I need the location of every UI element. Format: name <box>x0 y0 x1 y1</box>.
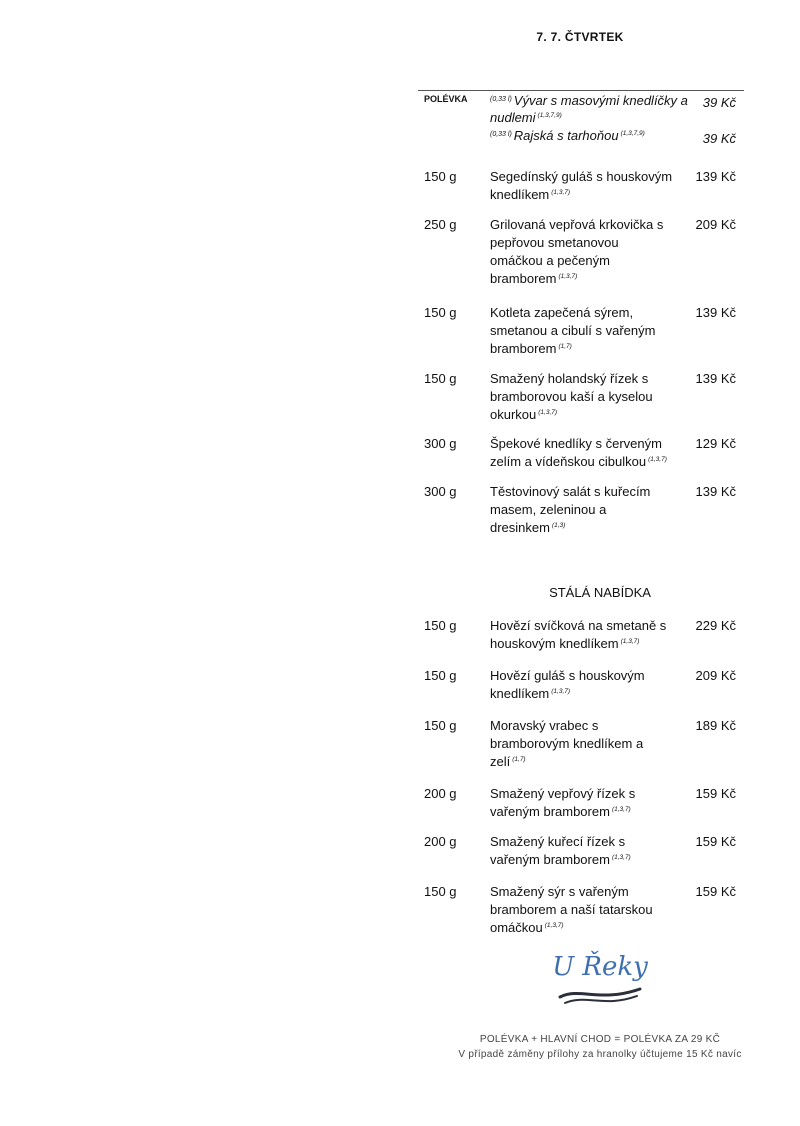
item-weight: 150 g <box>424 169 457 184</box>
item-price: 139 Kč <box>695 305 736 320</box>
header-divider <box>418 90 744 91</box>
soup-price: 39 Kč <box>702 95 736 110</box>
footer-offer: POLÉVKA + HLAVNÍ CHOD = POLÉVKA ZA 29 KČ <box>479 1034 721 1045</box>
item-weight: 150 g <box>424 371 457 386</box>
soup-volume: (0,33 l) <box>490 96 512 103</box>
item-weight: 200 g <box>424 786 457 801</box>
item-allergens: (1,3,7) <box>551 189 571 196</box>
item-price: 159 Kč <box>695 884 736 899</box>
item-price: 209 Kč <box>695 217 736 232</box>
footer-note: V případě záměny přílohy za hranolky účtujeme 15 Kč navíc <box>458 1049 742 1060</box>
item-weight: 150 g <box>424 884 457 899</box>
item-name: Smažený holandský řízek s bramborovou kaší a kyselou okurkou <box>490 371 653 422</box>
soup-allergens: (1,3,7,9) <box>620 130 645 137</box>
item-weight: 300 g <box>424 436 457 451</box>
item-price: 159 Kč <box>695 834 736 849</box>
soup-name: Vývar s masovými knedlíčky a nudlemi <box>490 93 688 125</box>
item-weight: 150 g <box>424 305 457 320</box>
item-name: Smažený kuřecí řízek s vařeným bramborem <box>490 834 626 867</box>
item-price: 129 Kč <box>695 436 736 451</box>
soup-volume: (0,33 l) <box>490 131 512 138</box>
item-price: 159 Kč <box>695 786 736 801</box>
item-allergens: (1,7) <box>512 756 526 763</box>
item-allergens: (1,3,7) <box>558 273 578 280</box>
item-allergens: (1,3,7) <box>611 854 631 861</box>
wave-icon <box>560 989 640 997</box>
item-name: Hovězí guláš s houskovým knedlíkem <box>490 668 645 701</box>
item-allergens: (1,3,7) <box>544 922 564 929</box>
item-name: Smažený vepřový řízek s vařeným bramborem <box>490 786 636 819</box>
item-name: Těstovinový salát s kuřecím masem, zeleninou a dresinkem <box>490 484 651 535</box>
item-weight: 250 g <box>424 217 457 232</box>
soup-item <box>490 127 740 144</box>
soup-name: Rajská s tarhoňou <box>513 128 619 143</box>
footer <box>420 1032 780 1062</box>
soup-label: POLÉVKA <box>424 94 468 104</box>
item-name: Smažený sýr s vařeným bramborem a naší tatarskou omáčkou <box>490 884 653 935</box>
item-price: 209 Kč <box>695 668 736 683</box>
logo-text: U Řeky <box>552 952 648 982</box>
item-weight: 300 g <box>424 484 457 499</box>
item-name: Špekové knedlíky s červeným zelím a vídeňskou cibulkou <box>490 436 662 469</box>
item-weight: 150 g <box>424 718 457 733</box>
item-allergens: (1,3,7) <box>620 638 640 645</box>
item-price: 229 Kč <box>695 618 736 633</box>
section-title: STÁLÁ NABÍDKA <box>549 585 651 600</box>
item-allergens: (1,3,7) <box>551 688 571 695</box>
wave-icon <box>565 996 637 1003</box>
item-name: Segedínský guláš s houskovým knedlíkem <box>490 169 673 202</box>
page-title: 7. 7. ČTVRTEK <box>536 30 624 44</box>
soup-allergens: (1,3,7,9) <box>537 112 562 119</box>
item-weight: 200 g <box>424 834 457 849</box>
item-price: 139 Kč <box>695 371 736 386</box>
item-name: Grilovaná vepřová krkovička s pepřovou smetanovou omáčkou a pečeným bramborem <box>490 217 664 286</box>
item-allergens: (1,7) <box>558 343 572 350</box>
item-weight: 150 g <box>424 618 457 633</box>
item-weight: 150 g <box>424 668 457 683</box>
soup-item <box>490 92 740 126</box>
item-price: 139 Kč <box>695 169 736 184</box>
item-allergens: (1,3) <box>551 522 566 529</box>
soup-price: 39 Kč <box>702 131 736 146</box>
item-allergens: (1,3,7) <box>648 456 667 463</box>
item-name: Moravský vrabec s bramborovým knedlíkem a zelí <box>490 718 644 769</box>
item-price: 189 Kč <box>695 718 736 733</box>
item-allergens: (1,3,7) <box>611 806 631 813</box>
item-name: Kotleta zapečená sýrem, smetanou a cibulí s vařeným bramborem <box>490 305 656 356</box>
item-allergens: (1,3,7) <box>538 409 558 416</box>
restaurant-logo <box>545 945 655 1010</box>
item-price: 139 Kč <box>695 484 736 499</box>
item-name: Hovězí svíčková na smetaně s houskovým knedlíkem <box>490 618 667 651</box>
